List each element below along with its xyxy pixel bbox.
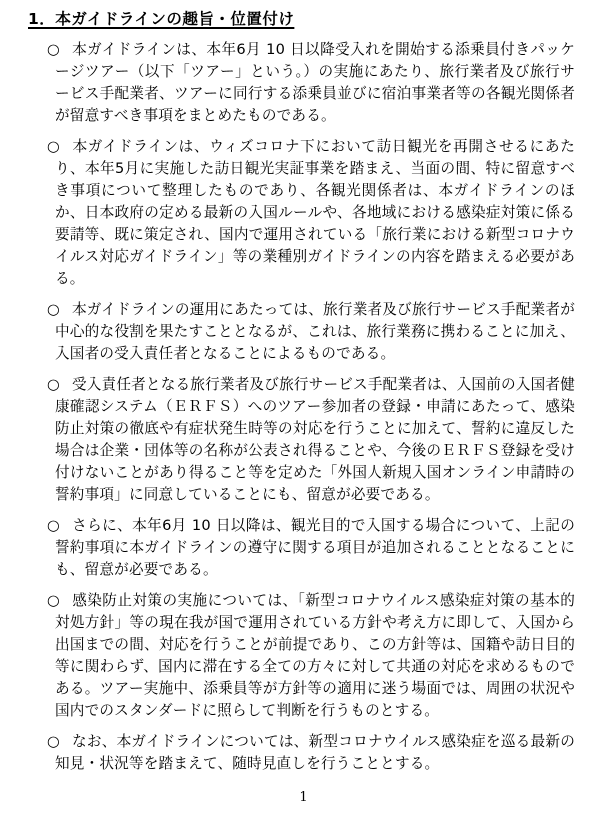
page-number: 1 (299, 790, 308, 805)
section-heading: 1．本ガイドラインの趣旨・位置付け (28, 10, 295, 28)
paragraph-text: さらに、本年6月 10 日以降は、観光目的で入国する場合について、上記の誓約事項に本ガイドラインの遵守に関する項目が追加されることとなることにも、留意が必要である。 (55, 517, 575, 578)
bullet-paragraph (28, 136, 575, 290)
bullet-paragraph (28, 374, 575, 506)
bullet-marker: ○ (47, 517, 61, 534)
bullet-marker: ○ (47, 592, 61, 609)
bullet-paragraph (28, 515, 575, 581)
bullet-paragraph (28, 590, 575, 722)
bullet-paragraph (28, 299, 575, 365)
bullet-marker: ○ (47, 733, 60, 750)
paragraph-text: 本ガイドラインの運用にあたっては、旅行業者及び旅行サービス手配業者が中心的な役割を果たすこととなるが、これは、旅行業務に携わることに加え、入国者の受入責任者となることによるものである。 (55, 301, 575, 362)
bullet-marker: ○ (47, 301, 60, 318)
paragraph-text: 感染防止対策の実施については、「新型コロナウイルス感染症対策の基本的対処方針」等の現在我が国で運用されている方針や考え方に即して、入国から出国までの間、対応を行うことが前提であり、この方針等は、国籍や訪日目的等に関わらず、国内に滞在する全ての方々に対して共通の対応を求めるものである。ツアー実施中、添乗員等が方針等の適用に迷う場面では、周囲の状況や国内でのスタンダードに照らして判断を行うものとする。 (55, 592, 575, 719)
paragraph-text: 本ガイドラインは、ウィズコロナ下において訪日観光を再開させるにあたり、本年5月に実施した訪日観光実証事業を踏まえ、当面の間、特に留意すべき事項について整理したものであり、各観光関係者は、本ガイドラインのほか、日本政府の定める最新の入国ルールや、各地域における感染症対策に係る要請等、既に策定され、国内で運用されている「旅行業における新型コロナウイルス対応ガイドライン」等の業種別ガイドラインの内容を踏まえる必要がある。 (55, 138, 575, 287)
bullet-paragraph (28, 39, 575, 127)
bullet-marker: ○ (47, 376, 60, 393)
paragraph-text: 本ガイドラインは、本年6月 10 日以降受入れを開始する添乗員付きパッケージツアー（以下「ツアー」という。）の実施にあたり、旅行業者及び旅行サービス手配業者、ツアーに同行する添乗員並びに宿泊事業者等の各観光関係者が留意すべき事項をまとめたものである。 (55, 41, 575, 124)
paragraph-text: 受入責任者となる旅行業者及び旅行サービス手配業者は、入国前の入国者健康確認システム（ＥＲＦＳ）へのツアー参加者の登録・申請にあたって、感染防止対策の徹底や有症状発生時等の対応を行うことに加えて、誓約に違反した場合は企業・団体等の名称が公表され得ることや、今後のＥＲＦＳ登録を受け付けないことがあり得ること等を定めた「外国人新規入国オンライン申請時の誓約事項」に同意していることにも、留意が必要である。 (55, 376, 575, 503)
bullet-marker: ○ (47, 138, 61, 155)
bullet-paragraph (28, 731, 575, 775)
paragraph-text: なお、本ガイドラインについては、新型コロナウイルス感染症を巡る最新の知見・状況等を踏まえて、随時見直しを行うこととする。 (55, 733, 575, 772)
bullet-marker: ○ (47, 41, 61, 58)
